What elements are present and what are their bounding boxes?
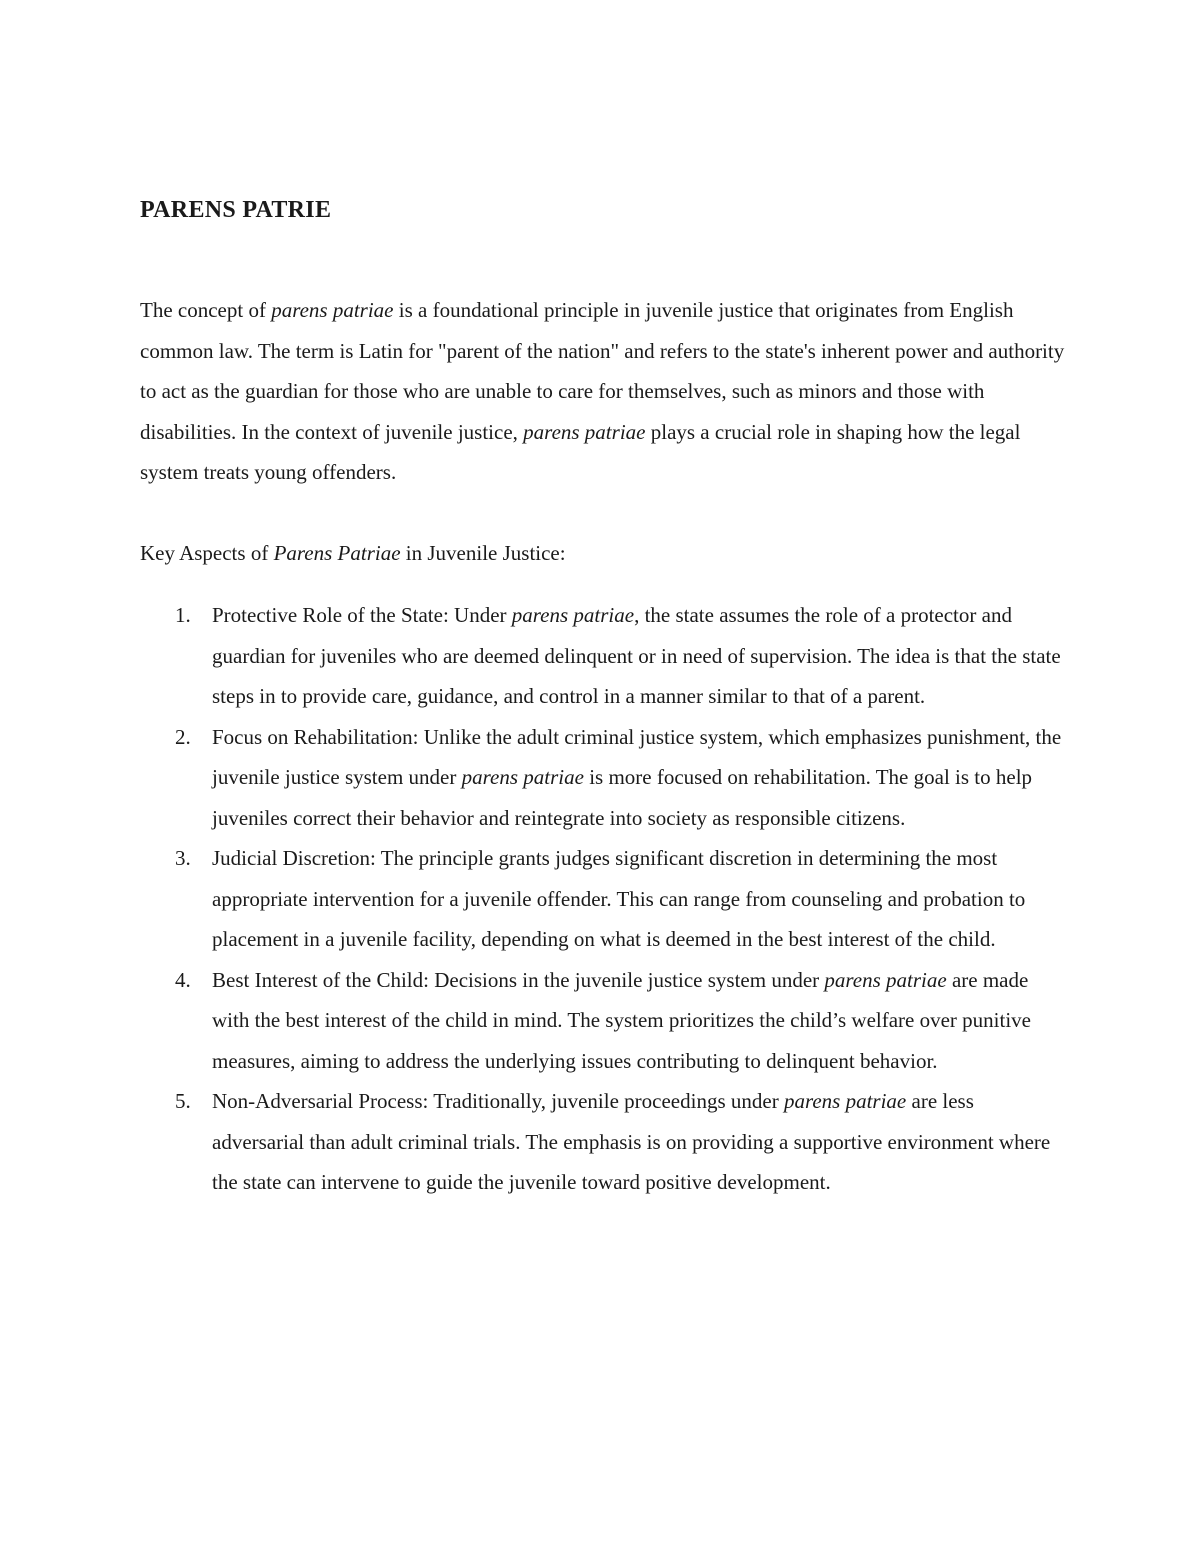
subhead-italic: Parens Patriae	[273, 540, 401, 565]
intro-italic-2: parens patriae	[523, 419, 646, 444]
list-item-number: 2.	[175, 724, 191, 749]
list-item-italic: parens patriae	[783, 1089, 907, 1113]
intro-text-2: is a foundational principle in juvenile justice that originates from English common law. The term is Latin for "parent of the nation" and refers to the state's inherent power and authority to act as the guardian for those who are unable to care for themselves, such as minors and those with disabilities. In the context of juvenile justice,	[140, 298, 1065, 444]
list-item-text: Judicial Discretion: The principle grants judges significant discretion in determining the most appropriate intervention for a juvenile offender. This can range from counseling and probation to placement in a juvenile facility, depending on what is deemed in the best interest of the child.	[212, 846, 1026, 951]
list-item-number: 3.	[175, 846, 191, 870]
list-item-text-tail: are less adversarial than adult criminal trials. The emphasis is on providing a supportive environment where the state can intervene to guide the juvenile toward positive development.	[212, 1089, 1051, 1194]
list-item	[140, 595, 1065, 717]
list-item-text: Protective Role of the State: Under	[212, 603, 512, 627]
subhead-text-1: Key Aspects of	[140, 540, 274, 565]
intro-paragraph	[140, 290, 1065, 493]
list-item-text: Focus on Rehabilitation: Unlike the adult criminal justice system, which emphasizes punishment, the juvenile justice system under	[212, 724, 1062, 789]
list-item-text-tail: is more focused on rehabilitation. The goal is to help juveniles correct their behavior and reintegrate into society as responsible citizens.	[212, 765, 1033, 830]
list-item-text-tail: are made with the best interest of the child in mind. The system prioritizes the child’s welfare over punitive measures, aiming to address the underlying issues contributing to delinquent behavior.	[212, 967, 1031, 1073]
list-item	[140, 717, 1065, 839]
key-aspects-list	[140, 595, 1065, 1203]
list-item-italic: parens patriae	[824, 967, 947, 992]
list-item-number: 4.	[175, 967, 191, 992]
intro-text-3: plays a crucial role in shaping how the legal system treats young offenders.	[140, 419, 1021, 484]
list-item-text-tail: , the state assumes the role of a protector and guardian for juveniles who are deemed delinquent or in need of supervision. The idea is that the state steps in to provide care, guidance, and control in a manner similar to that of a parent.	[212, 603, 1061, 708]
subhead-text-2: in Juvenile Justice:	[400, 540, 566, 565]
key-aspects-heading	[140, 533, 1065, 574]
list-item-text: Best Interest of the Child: Decisions in the juvenile justice system under	[212, 967, 825, 992]
list-item	[140, 838, 1065, 960]
intro-text-1: The concept of	[140, 298, 272, 322]
list-item-italic: parens patriae	[511, 603, 635, 627]
intro-italic-1: parens patriae	[271, 298, 394, 322]
document-page	[140, 190, 1065, 1203]
list-item	[140, 1081, 1065, 1203]
list-item-number: 1.	[175, 603, 191, 627]
list-item-italic: parens patriae	[461, 765, 584, 789]
list-item	[140, 960, 1065, 1082]
list-item-text: Non-Adversarial Process: Traditionally, juvenile proceedings under	[212, 1089, 784, 1113]
document-title: PARENS PATRIE	[140, 197, 332, 223]
list-item-number: 5.	[175, 1089, 191, 1113]
